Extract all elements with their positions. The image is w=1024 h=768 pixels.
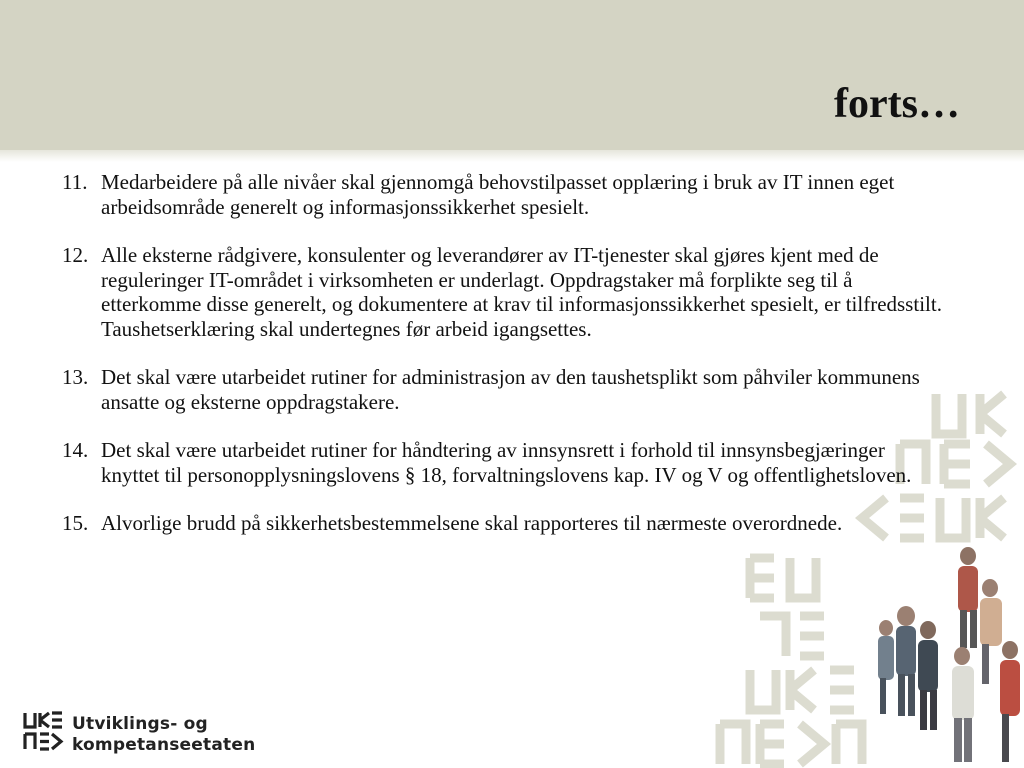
list-item-text: Det skal være utarbeidet rutiner for administrasjon av den taushetsplikt som påhviler kommunens ansatte og eksterne oppdragstakere. xyxy=(101,365,920,414)
list-item xyxy=(0,365,960,414)
list-item-number: 11. xyxy=(62,170,88,194)
slide-title: forts… xyxy=(834,81,960,127)
list-item-number: 15. xyxy=(62,511,89,535)
list-item-text: Alvorlige brudd på sikkerhetsbestemmelsene skal rapporteres til nærmeste overordnede. xyxy=(101,511,843,535)
list-item-text: Medarbeidere på alle nivåer skal gjennomgå behovstilpasset opplæring i bruk av IT innen eget arbeidsområde generelt og informasjonssikkerhet spesielt. xyxy=(101,170,895,219)
list-item-number: 14. xyxy=(62,438,89,462)
numbered-list xyxy=(0,170,960,560)
list-item-number: 13. xyxy=(62,365,89,389)
list-item-text: Det skal være utarbeidet rutiner for håndtering av innsynsrett i forhold til innsynsbegjæringer knyttet til personopplysningslovens § 18, forvaltningslovens kap. IV og V og offentlighetsloven. xyxy=(101,438,912,487)
list-item xyxy=(0,511,960,536)
uke-logo-icon xyxy=(22,710,64,752)
organization-name xyxy=(72,714,255,756)
list-item xyxy=(0,170,960,219)
list-item xyxy=(0,438,960,487)
list-item xyxy=(0,243,960,341)
list-item-number: 12. xyxy=(62,243,89,267)
organization-name-line1: Utviklings- og xyxy=(72,714,208,734)
organization-logo xyxy=(22,710,262,758)
organization-name-line2: kompetanseetaten xyxy=(72,735,256,755)
header-separator xyxy=(0,150,1024,162)
list-item-text: Alle eksterne rådgivere, konsulenter og leverandører av IT-tjenester skal gjøres kjent med de reguleringer IT-området i virksomheten er underlagt. Oppdragstaker må forplikte seg til å etterkomme disse generelt, og dokumentere at krav til informasjonssikkerhet spesielt, er tilfredsstilt. Taushetserklæring skal undertegnes før arbeid igangsettes. xyxy=(101,243,942,341)
